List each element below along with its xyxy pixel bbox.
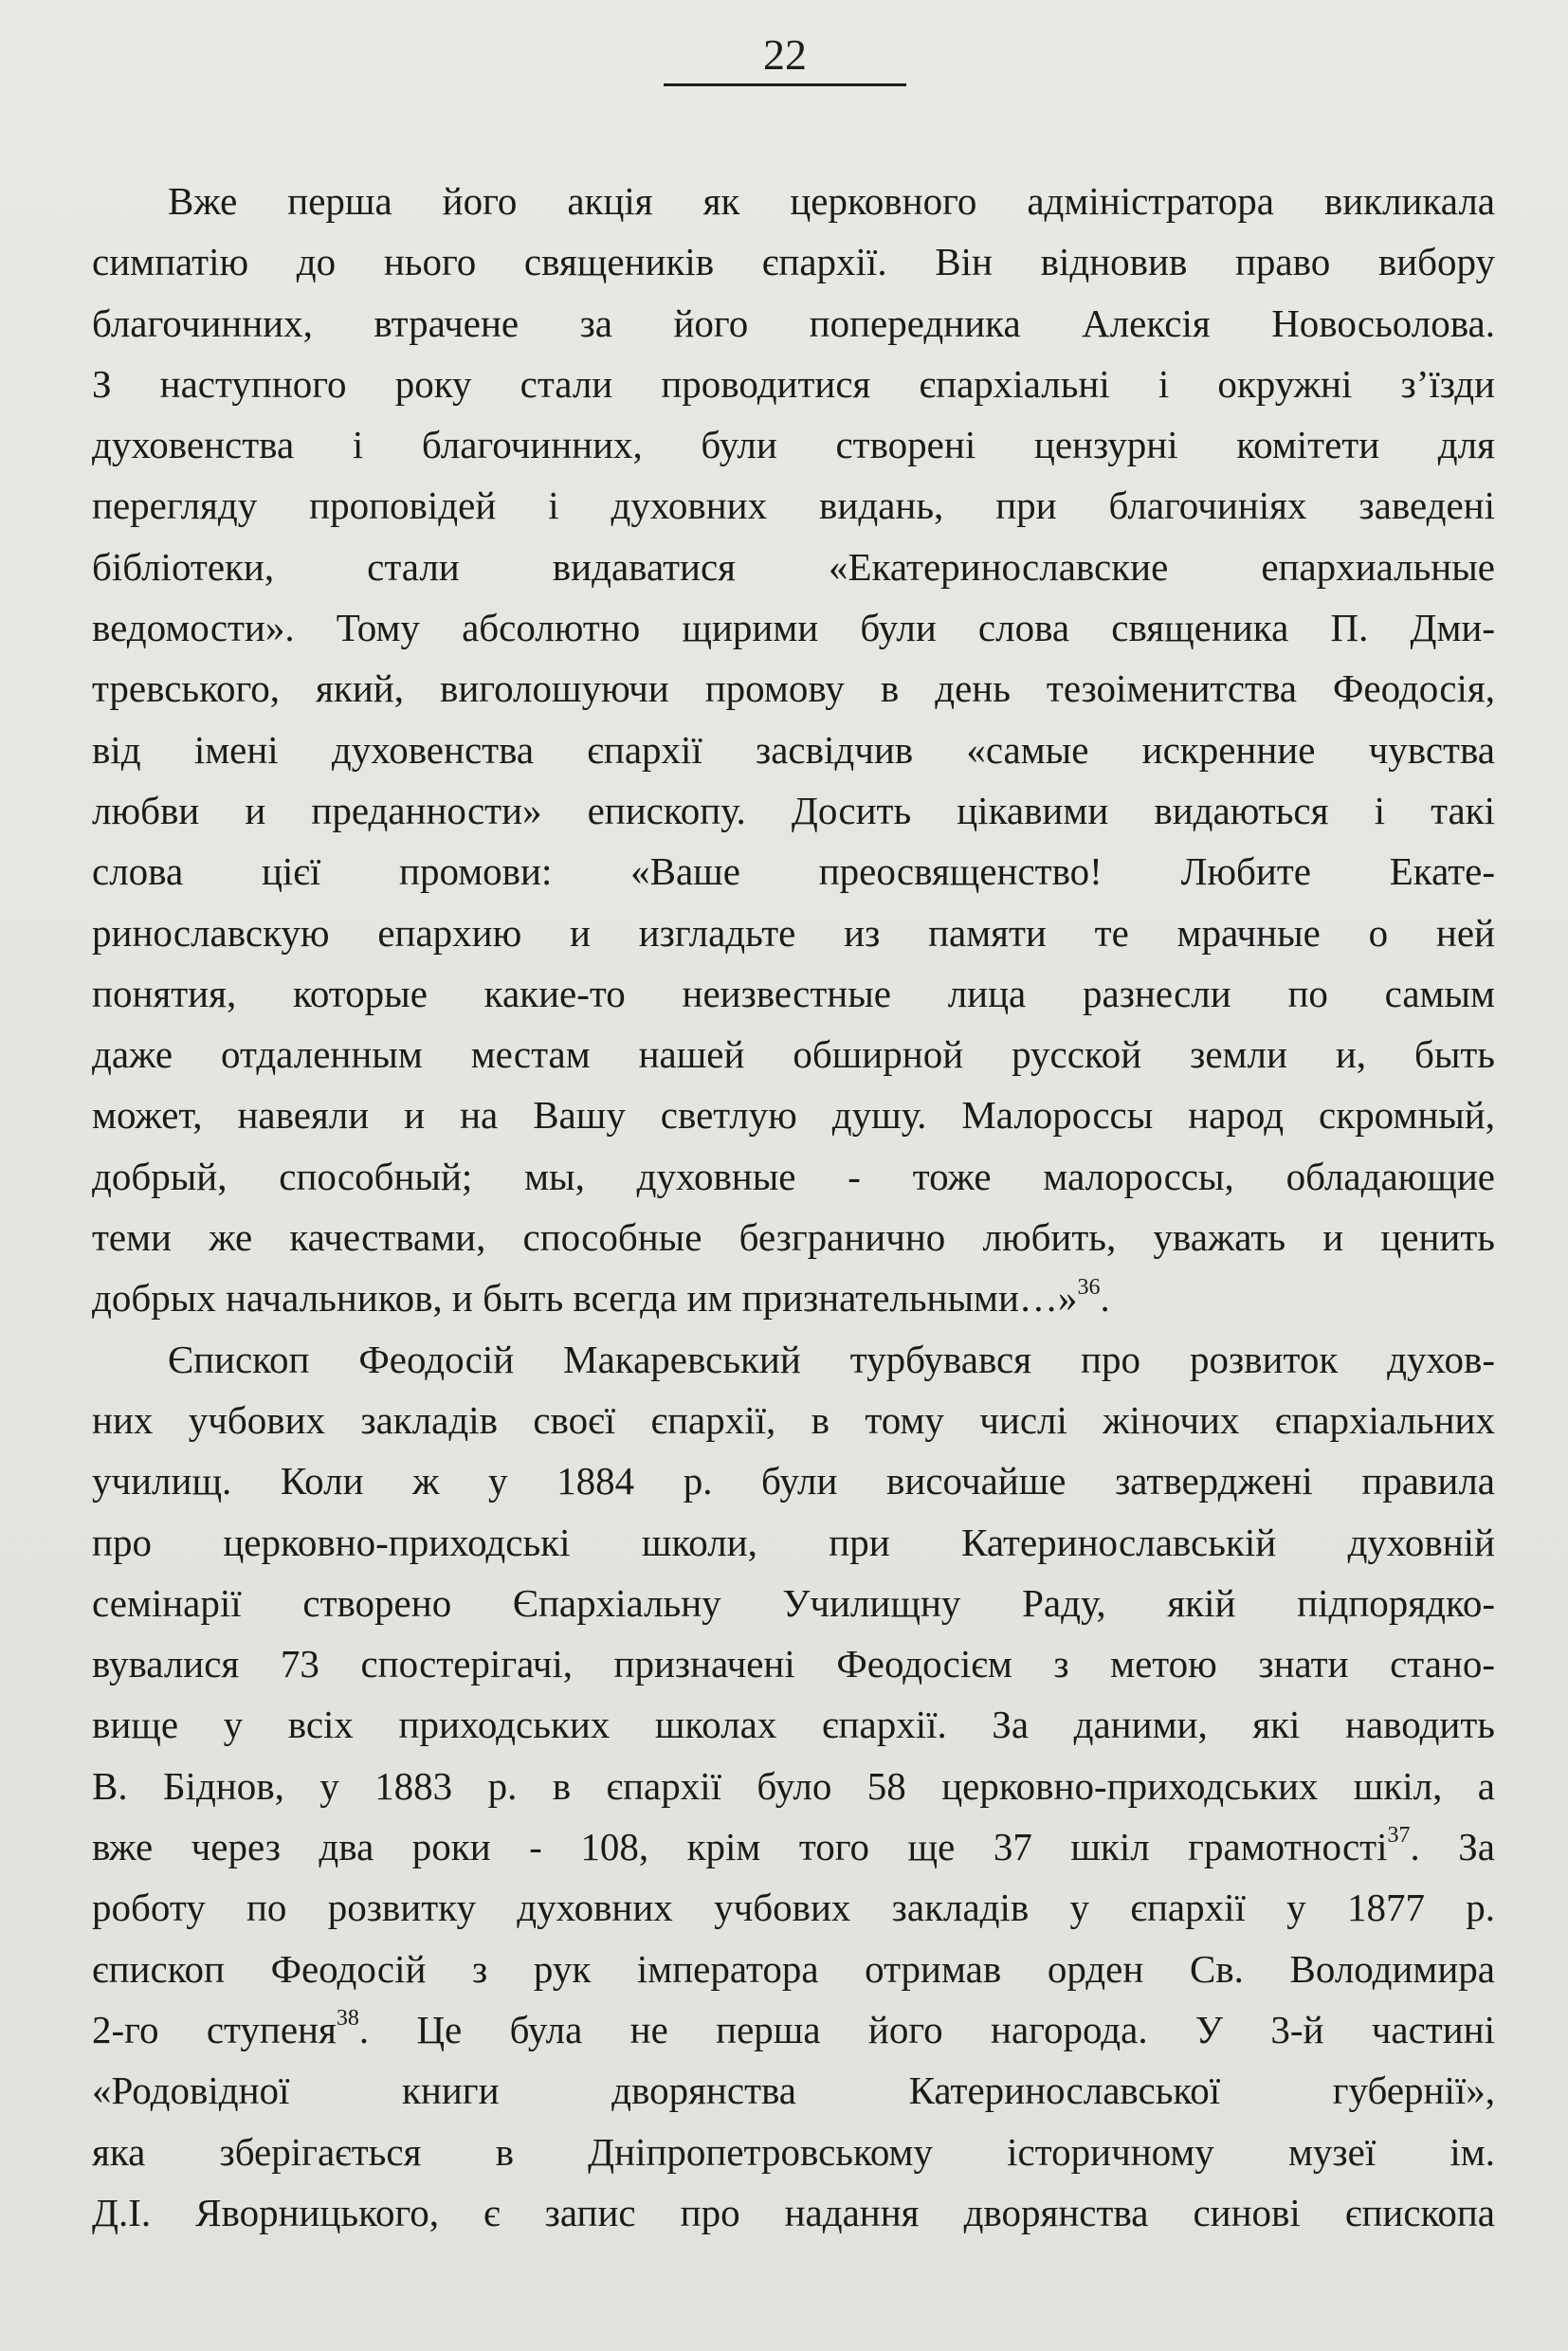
text-line xyxy=(92,1512,1495,1573)
text-line-content: яка зберігається в Дніпропетровському історичному музеї ім. xyxy=(92,2129,1495,2174)
text-line xyxy=(92,414,1495,475)
text-line xyxy=(92,231,1495,292)
text-line xyxy=(92,841,1495,902)
text-line-content: Єпископ Феодосій Макаревський турбувався про розвиток духов- xyxy=(168,1337,1495,1381)
text-line-content: слова цієї промови: «Ваше преосвященство! Любите Екате- xyxy=(92,849,1495,894)
page-number-rule xyxy=(664,83,906,86)
text-line-content: від імені духовенства єпархії засвідчив «самые искренние чувства xyxy=(92,727,1495,772)
text-line xyxy=(92,1146,1495,1207)
text-line-content: теми же качествами, способные безгранично любить, уважать и ценить xyxy=(92,1215,1495,1260)
text-line xyxy=(92,2182,1495,2243)
text-line-content: даже отдаленным местам нашей обширной русской земли и, быть xyxy=(92,1032,1495,1077)
text-line-content: симпатію до нього священиків єпархії. Він відновив право вибору xyxy=(92,240,1495,284)
text-line-content: ведомости». Тому абсолютно щирими були слова священика П. Дми- xyxy=(92,606,1495,650)
text-line-content: духовенства і благочинних, були створені цензурні комітети для xyxy=(92,423,1495,467)
text-line-content: понятия, которые какие-то неизвестные лица разнесли по самым xyxy=(92,971,1495,1015)
text-line xyxy=(92,1267,1495,1328)
footnote-reference: 36 xyxy=(1077,1274,1101,1300)
text-line-continuation: . За xyxy=(1410,1825,1495,1869)
text-line-content: вже через два роки - 108, крім того ще 37 шкіл грамотності xyxy=(92,1825,1388,1869)
text-line xyxy=(92,780,1495,841)
text-line-content: бібліотеки, стали видаватися «Екатеринославские епархиальные xyxy=(92,544,1495,589)
text-line xyxy=(92,1329,1495,1390)
text-line xyxy=(92,537,1495,597)
text-line-content: З наступного року стали проводитися єпархіальні і окружні з’їзди xyxy=(92,361,1495,406)
text-line xyxy=(92,902,1495,963)
page-number: 22 xyxy=(763,30,807,79)
text-line xyxy=(92,475,1495,536)
text-line-content: ринославскую епархию и изгладьте из памяти те мрачные о ней xyxy=(92,910,1495,955)
text-line xyxy=(92,1694,1495,1755)
text-line xyxy=(92,171,1495,231)
footnote-reference: 37 xyxy=(1387,1823,1411,1849)
text-line xyxy=(92,1573,1495,1633)
text-line-content: семінарії створено Єпархіальну Училищну Раду, якій підпорядко- xyxy=(92,1580,1495,1625)
text-line-content: вувалися 73 спостерігачі, призначені Феодосієм з метою знати стано- xyxy=(92,1642,1495,1686)
text-line-content: может, навеяли и на Вашу светлую душу. Малороссы народ скромный, xyxy=(92,1093,1495,1138)
text-line-content: добрых начальников, и быть всегда им признательными…» xyxy=(92,1276,1078,1321)
footnote-reference: 38 xyxy=(336,2006,359,2032)
text-line-content: тревського, який, виголошуючи промову в день тезоіменитства Феодосія, xyxy=(92,666,1495,711)
body-text xyxy=(92,171,1495,2243)
text-line-content: В. Біднов, у 1883 р. в єпархії було 58 церковно-приходських шкіл, а xyxy=(92,1763,1495,1808)
text-line xyxy=(92,293,1495,354)
text-line xyxy=(92,1024,1495,1084)
text-line-content: добрый, способный; мы, духовные - тоже малороссы, обладающие xyxy=(92,1154,1495,1198)
text-line-content: 2-го ступеня xyxy=(92,2007,337,2051)
text-line xyxy=(92,720,1495,780)
text-line-content: них учбових закладів своєї єпархії, в тому числі жіночих єпархіальних xyxy=(92,1397,1495,1442)
text-line xyxy=(92,963,1495,1024)
text-line-content: любви и преданности» епископу. Досить цікавими видаються і такі xyxy=(92,788,1495,832)
text-line xyxy=(92,1390,1495,1450)
text-line xyxy=(92,658,1495,719)
text-line-content: «Родовідної книги дворянства Катеринославської губернії», xyxy=(92,2069,1495,2113)
text-line xyxy=(92,597,1495,658)
text-line xyxy=(92,1939,1495,1999)
text-line-continuation: . xyxy=(1100,1276,1110,1321)
text-line xyxy=(92,1633,1495,1694)
text-line-content: про церковно-приходські школи, при Катеринославській духовній xyxy=(92,1520,1495,1564)
text-line-continuation: . Це була не перша його нагорода. У 3-й частині xyxy=(358,2007,1495,2051)
text-line-content: Д.І. Яворницького, є запис про надання дворянства синові єпископа xyxy=(92,2190,1495,2234)
text-line xyxy=(92,1877,1495,1938)
text-line xyxy=(92,1450,1495,1511)
text-line xyxy=(92,1207,1495,1267)
text-line-content: вище у всіх приходських школах єпархії. За даними, які наводить xyxy=(92,1703,1495,1747)
text-line xyxy=(92,1084,1495,1145)
text-line-content: училищ. Коли ж у 1884 р. були височайше затверджені правила xyxy=(92,1459,1495,1504)
text-line-content: Вже перша його акція як церковного адміністратора викликала xyxy=(168,179,1495,223)
text-line-content: благочинних, втрачене за його попередника Алексія Новосьолова. xyxy=(92,301,1495,345)
text-line xyxy=(92,1816,1495,1877)
text-line xyxy=(92,1999,1495,2060)
text-line xyxy=(92,354,1495,414)
text-line-content: роботу по розвитку духовних учбових закладів у єпархії у 1877 р. xyxy=(92,1886,1495,1930)
text-line xyxy=(92,1756,1495,1816)
text-line xyxy=(92,2122,1495,2182)
text-line-content: перегляду проповідей і духовних видань, при благочиніях заведені xyxy=(92,483,1495,528)
text-line xyxy=(92,2060,1495,2121)
text-line-content: єпископ Феодосій з рук імператора отримав орден Св. Володимира xyxy=(92,1946,1495,1991)
